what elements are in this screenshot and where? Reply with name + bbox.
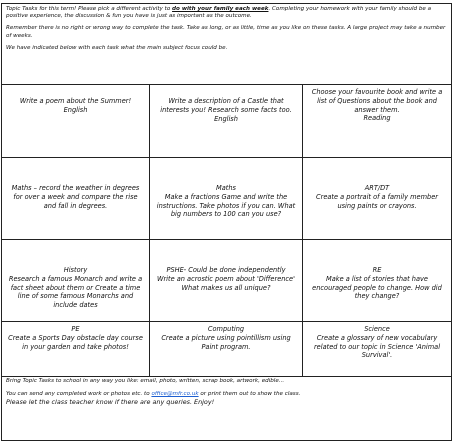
task-title: Science [364,325,390,333]
task-subject: Reading [363,114,391,123]
intro-line-1-post: . Completing your homework with your family should be a positive experience, the discussion & fun you have is just as important as the outcome. [6,6,432,20]
task-title: Maths [216,184,236,192]
task-body: Make a list of stories that have encouraged people to change. How did they change? [312,274,442,301]
task-body: Write an acrostic poem about 'Difference' What makes us all unique? [157,274,295,292]
task-cell [2,85,150,158]
task-cell [150,240,303,322]
task-cell [150,85,303,158]
task-body: Create a glossary of new vocabulary related to our topic in Science 'Animal Survival'. [313,333,441,360]
task-title: PSHE- Could be done independently [166,266,286,274]
intro-line-2: Remember there is no right or wrong way to complete the task. Take as long, or as little, time as you like on these tasks. A large project may take a number of weeks. [6,25,446,39]
task-subject: English [63,105,88,114]
intro-line-1 [6,6,447,20]
task-title: Computing [207,325,245,333]
task-body: Create a picture using pointillism using Paint program. [161,333,291,351]
footer-line-2-pre: You can send any completed work or photos etc. to [6,391,152,397]
footer-line-1: Bring Topic Tasks to school in any way you like: email, photo, written, scrap book, artwork, edible... [6,378,285,384]
task-subject: English [214,114,238,123]
task-cell [2,322,150,377]
task-grid [2,85,451,377]
footer-line-3: Please let the class teacher know if there are any queries. Enjoy! [6,398,215,406]
footer-line-2-post: or print them out to show the class. [198,391,301,397]
task-cell [150,322,303,377]
task-title: History [63,266,88,274]
task-body: Choose your favourite book and write a list of Questions about the book and answer them. [311,88,443,114]
intro-section [2,4,451,85]
task-cell [303,240,451,322]
intro-line-1-pre: Topic Tasks for this term! Please pick a different activity to [6,6,173,12]
task-cell [303,322,451,377]
task-body: Create a portrait of a family member using paints or crayons. [316,192,438,210]
task-title: RE [372,266,382,274]
intro-line-3: We have indicated below with each task what the main subject focus could be. [6,44,228,51]
task-body: Write a description of a Castle that interests you! Research some facts too. [160,97,292,114]
task-body: Research a famous Monarch and write a fact sheet about them or Create a time line of some famous Monarchs and include dates [8,274,143,310]
footer-line-2 [6,391,447,398]
task-cell [2,240,150,322]
task-cell [303,158,451,240]
task-cell [2,158,150,240]
email-link[interactable]: office@mfr.co.uk [151,391,199,397]
task-body: Write a poem about the Summer! [19,97,132,105]
task-body: Create a Sports Day obstacle day course in your garden and take photos! [8,333,143,351]
intro-line-1-bold: do with your family each week [172,6,269,12]
task-body: Make a fractions Game and write the instructions. Take photos if you can. What big numbers to 100 can you use? [156,192,296,219]
task-title: PE [71,325,80,333]
task-title: ART/DT [364,184,390,192]
footer-section [2,377,451,440]
task-cell [303,85,451,158]
task-body: Maths – record the weather in degrees for over a week and compare the rise and fall in degrees. [11,184,140,210]
task-cell [150,158,303,240]
homework-sheet [1,3,452,441]
